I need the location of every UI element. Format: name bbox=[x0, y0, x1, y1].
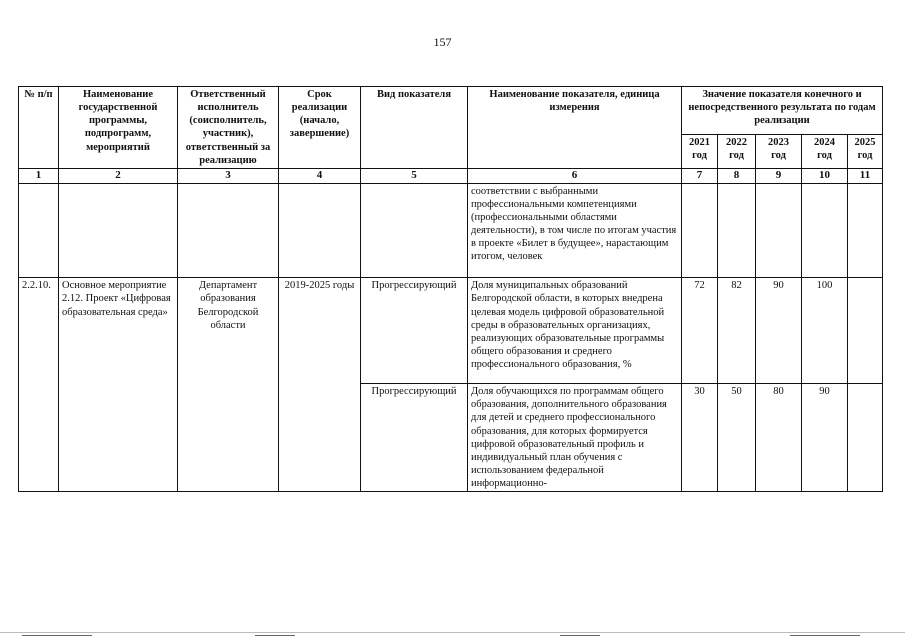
header-indicator-type: Вид показателя bbox=[361, 87, 468, 169]
year-unit: год bbox=[817, 150, 832, 162]
year-unit: год bbox=[692, 150, 707, 162]
year-label: 2023 bbox=[768, 137, 789, 149]
year-label: 2025 bbox=[854, 137, 876, 149]
indicator-value-2022: 82 bbox=[718, 278, 756, 384]
header-year-2022 bbox=[718, 135, 756, 168]
page-bottom-edge bbox=[0, 632, 905, 633]
event-number: 2.2.10. bbox=[19, 278, 59, 492]
header-indicator-name: Наименование показателя, единица измерения bbox=[468, 87, 682, 169]
header-number: № п/п bbox=[19, 87, 59, 169]
header-year-2024 bbox=[802, 135, 848, 168]
indicator-value-2024: 100 bbox=[802, 278, 848, 384]
indicator-value-2022: 50 bbox=[718, 384, 756, 492]
header-year-2023 bbox=[756, 135, 802, 168]
column-number: 2 bbox=[59, 168, 178, 183]
column-number: 6 bbox=[468, 168, 682, 183]
event-period: 2019-2025 годы bbox=[279, 278, 361, 492]
year-unit: год bbox=[729, 150, 744, 162]
event-executor: Департамент образования Белгородской области bbox=[178, 278, 279, 492]
year-label: 2024 bbox=[814, 137, 835, 149]
column-number: 11 bbox=[848, 168, 883, 183]
table-row-continuation bbox=[19, 183, 883, 278]
page-number: 157 bbox=[433, 35, 452, 49]
indicator-type: Прогрессирующий bbox=[361, 278, 468, 384]
event-name: Основное мероприятие 2.12. Проект «Цифровая образовательная среда» bbox=[59, 278, 178, 492]
scan-mark bbox=[790, 635, 860, 636]
indicator-value-2025 bbox=[848, 384, 883, 492]
column-number: 10 bbox=[802, 168, 848, 183]
column-number: 3 bbox=[178, 168, 279, 183]
header-year-2021 bbox=[682, 135, 718, 168]
indicator-value-2021: 30 bbox=[682, 384, 718, 492]
year-label: 2022 bbox=[726, 137, 747, 149]
header-program-name: Наименование государственной программы, подпрограмм, мероприятий bbox=[59, 87, 178, 169]
header-period: Срок реализации (начало, завершение) bbox=[279, 87, 361, 169]
column-number: 9 bbox=[756, 168, 802, 183]
column-number: 8 bbox=[718, 168, 756, 183]
column-number: 1 bbox=[19, 168, 59, 183]
scan-mark bbox=[255, 635, 295, 636]
indicator-value-2025 bbox=[848, 278, 883, 384]
scan-mark bbox=[22, 635, 92, 636]
indicators-table bbox=[18, 86, 883, 492]
indicator-value-2023: 80 bbox=[756, 384, 802, 492]
header-values-group: Значение показателя конечного и непосредственного результата по годам реализации bbox=[682, 87, 883, 135]
indicator-value-2024: 90 bbox=[802, 384, 848, 492]
header-year-2025 bbox=[848, 135, 883, 168]
indicator-name: Доля обучающихся по программам общего образования, дополнительного образования для детей и среднего профессионального образования, для которых формируется цифровой образовательный профиль и индивидуальный план обучения с использованием федеральной информационно- bbox=[468, 384, 682, 492]
indicator-name: Доля муниципальных образований Белгородской области, в которых внедрена целевая модель цифровой образовательной среды в образовательных организациях, реализующих образовательные программы общего образования и среднего профессионального образования, % bbox=[468, 278, 682, 384]
column-number: 4 bbox=[279, 168, 361, 183]
indicator-type: Прогрессирующий bbox=[361, 384, 468, 492]
year-label: 2021 bbox=[689, 137, 710, 149]
scan-mark bbox=[560, 635, 600, 636]
column-number: 7 bbox=[682, 168, 718, 183]
year-unit: год bbox=[857, 150, 873, 162]
indicator-value-2021: 72 bbox=[682, 278, 718, 384]
header-executor: Ответственный исполнитель (соисполнитель, участник), ответственный за реализацию bbox=[178, 87, 279, 169]
table-row-event bbox=[19, 278, 883, 384]
column-number: 5 bbox=[361, 168, 468, 183]
indicator-value-2023: 90 bbox=[756, 278, 802, 384]
year-unit: год bbox=[771, 150, 786, 162]
indicator-name-continued: соответствии с выбранными профессиональными компетенциями (профессиональными областями деятельности), в том числе по итогам участия в проекте «Билет в будущее», нарастающим итогом, человек bbox=[468, 183, 682, 278]
